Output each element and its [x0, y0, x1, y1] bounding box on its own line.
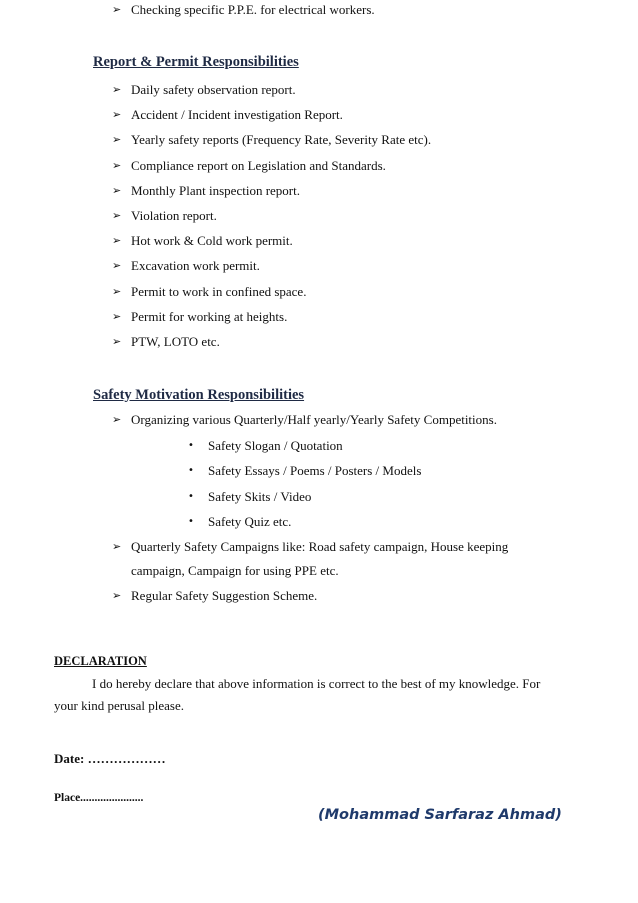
declaration-text-line2: your kind perusal please. [54, 698, 184, 713]
section-heading-report-permit: Report & Permit Responsibilities [93, 54, 299, 70]
arrow-bullet-icon: ➢ [112, 413, 122, 426]
arrow-bullet-icon: ➢ [112, 335, 122, 348]
arrow-bullet-icon: ➢ [112, 3, 122, 16]
arrow-bullet-icon: ➢ [112, 540, 122, 553]
list-item: PTW, LOTO etc. [131, 334, 220, 349]
arrow-bullet-icon: ➢ [112, 310, 122, 323]
list-item: Yearly safety reports (Frequency Rate, Severity Rate etc). [131, 132, 432, 147]
place-label: Place...................... [54, 792, 144, 804]
sublist-item: Safety Quiz etc. [208, 514, 292, 529]
declaration-text-line1: I do hereby declare that above information is correct to the best of my knowledge. For [92, 676, 541, 691]
dot-bullet-icon: • [188, 516, 194, 527]
list-item: Regular Safety Suggestion Scheme. [131, 588, 318, 603]
arrow-bullet-icon: ➢ [112, 133, 122, 146]
list-item: Accident / Incident investigation Report. [131, 107, 343, 122]
list-item: Quarterly Safety Campaigns like: Road safety campaign, House keeping [131, 539, 509, 554]
list-item: Permit for working at heights. [131, 309, 288, 324]
sublist-item: Safety Slogan / Quotation [208, 438, 343, 453]
dot-bullet-icon: • [188, 440, 194, 451]
list-item-continuation: campaign, Campaign for using PPE etc. [131, 563, 339, 578]
section-heading-safety-motivation: Safety Motivation Responsibilities [93, 387, 305, 403]
date-label: Date: ……………… [54, 751, 166, 766]
dot-bullet-icon: • [188, 465, 194, 476]
list-item: Organizing various Quarterly/Half yearly/Yearly Safety Competitions. [131, 412, 497, 427]
arrow-bullet-icon: ➢ [112, 184, 122, 197]
arrow-bullet-icon: ➢ [112, 234, 122, 247]
arrow-bullet-icon: ➢ [112, 209, 122, 222]
list-item: Checking specific P.P.E. for electrical workers. [131, 2, 375, 17]
list-item: Permit to work in confined space. [131, 284, 307, 299]
signature-name: (Mohammad Sarfaraz Ahmad) [318, 807, 562, 823]
list-item: Excavation work permit. [131, 258, 260, 273]
dot-bullet-icon: • [188, 491, 194, 502]
sublist-item: Safety Essays / Poems / Posters / Models [208, 463, 422, 478]
list-item: Daily safety observation report. [131, 82, 296, 97]
arrow-bullet-icon: ➢ [112, 259, 122, 272]
declaration-heading: DECLARATION [54, 654, 147, 668]
sublist-item: Safety Skits / Video [208, 489, 312, 504]
arrow-bullet-icon: ➢ [112, 589, 122, 602]
list-item: Compliance report on Legislation and Standards. [131, 158, 386, 173]
list-item: Hot work & Cold work permit. [131, 233, 293, 248]
arrow-bullet-icon: ➢ [112, 108, 122, 121]
arrow-bullet-icon: ➢ [112, 159, 122, 172]
arrow-bullet-icon: ➢ [112, 83, 122, 96]
list-item: Monthly Plant inspection report. [131, 183, 300, 198]
list-item: Violation report. [131, 208, 217, 223]
arrow-bullet-icon: ➢ [112, 285, 122, 298]
